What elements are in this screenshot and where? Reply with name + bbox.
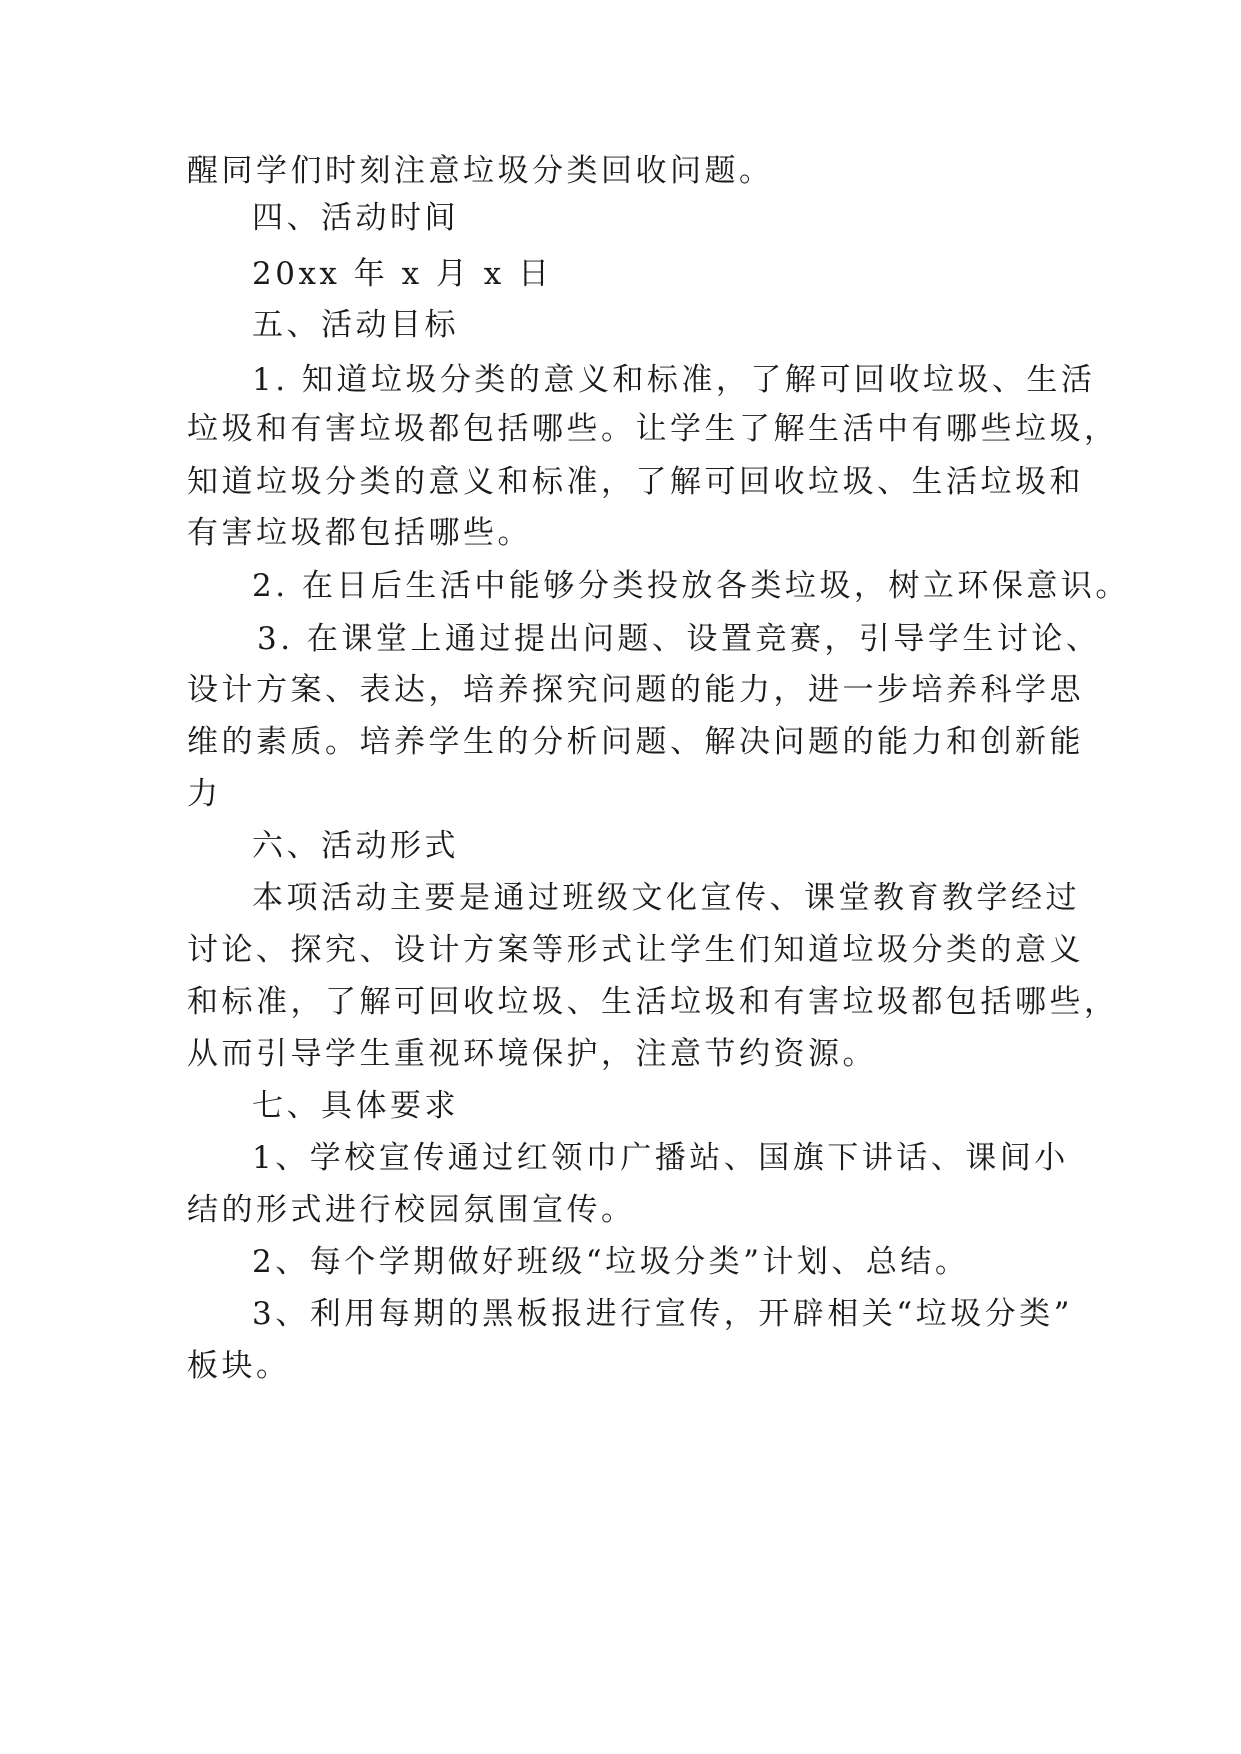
paragraph-line: 设计方案、表达，培养探究问题的能力，进一步培养科学思 [187,672,1084,708]
section-heading-activity-form: 六、活动形式 [252,828,459,864]
paragraph-line: 醒同学们时刻注意垃圾分类回收问题。 [187,153,774,189]
paragraph-line: 结的形式进行校园氛围宣传。 [187,1192,636,1228]
paragraph-line: 力 [187,776,222,812]
section-heading-activity-goals: 五、活动目标 [252,307,459,343]
paragraph-line: 和标准，了解可回收垃圾、生活垃圾和有害垃圾都包括哪些， [187,984,1119,1020]
section-heading-requirements: 七、具体要求 [252,1088,459,1124]
paragraph-line: 板块。 [187,1348,291,1384]
paragraph-line: 1、学校宣传通过红领巾广播站、国旗下讲话、课间小 [252,1140,1069,1176]
paragraph-line: 有害垃圾都包括哪些。 [187,515,532,551]
paragraph-line: 3、利用每期的黑板报进行宣传，开辟相关“垃圾分类” [252,1296,1073,1332]
paragraph-line: 知道垃圾分类的意义和标准，了解可回收垃圾、生活垃圾和 [187,464,1084,500]
paragraph-line: 3. 在课堂上通过提出问题、设置竞赛，引导学生讨论、 [257,621,1101,657]
paragraph-line: 2. 在日后生活中能够分类投放各类垃圾，树立环保意识。 [252,568,1130,604]
activity-date: 20xx 年 x 月 x 日 [252,256,553,292]
paragraph-line: 本项活动主要是通过班级文化宣传、课堂教育教学经过 [252,880,1080,916]
section-heading-activity-time: 四、活动时间 [252,200,459,236]
paragraph-line: 讨论、探究、设计方案等形式让学生们知道垃圾分类的意义 [187,932,1084,968]
paragraph-line: 维的素质。培养学生的分析问题、解决问题的能力和创新能 [187,724,1084,760]
paragraph-line: 从而引导学生重视环境保护，注意节约资源。 [187,1036,877,1072]
paragraph-line: 2、每个学期做好班级“垃圾分类”计划、总结。 [252,1244,970,1280]
paragraph-line: 1. 知道垃圾分类的意义和标准，了解可回收垃圾、生活 [252,362,1096,398]
paragraph-line: 垃圾和有害垃圾都包括哪些。让学生了解生活中有哪些垃圾， [187,411,1119,447]
